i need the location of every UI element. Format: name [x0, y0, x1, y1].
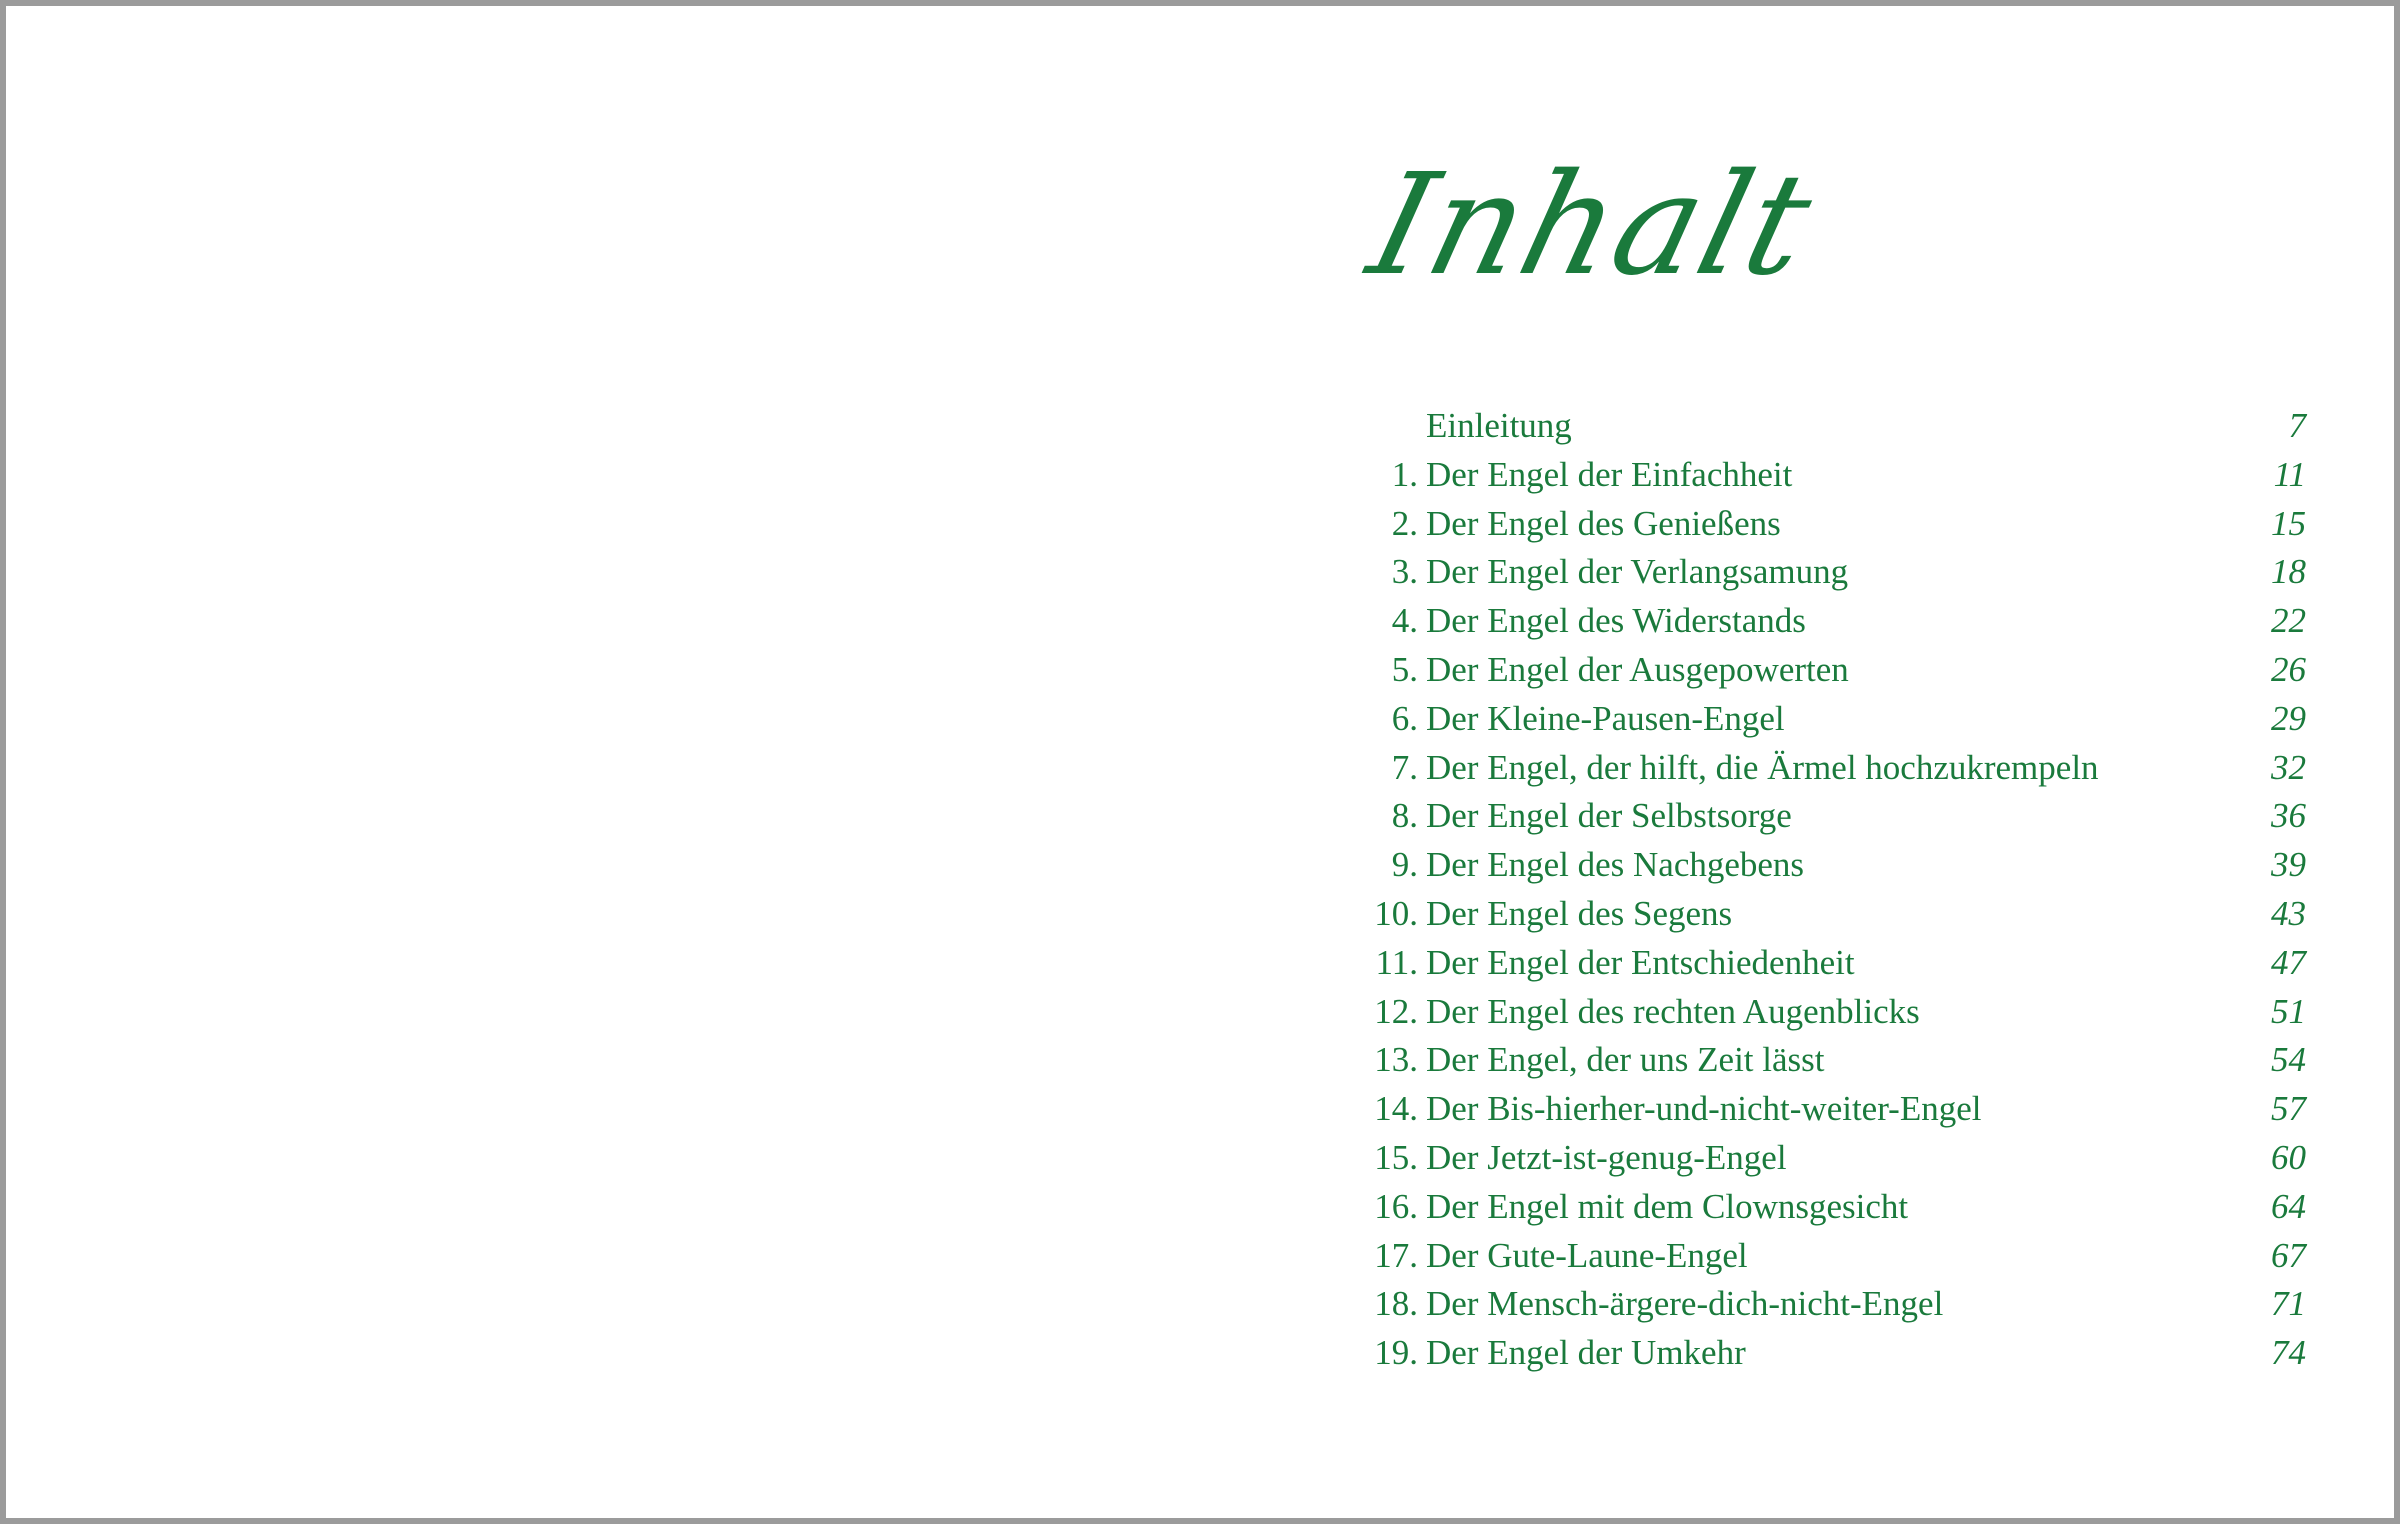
toc-entry-page: 26 [2271, 649, 2306, 689]
toc-entry-label: Der Engel der Einfachheit [1426, 454, 1793, 494]
toc-entry-page: 43 [2271, 893, 2306, 933]
toc-entry [1356, 402, 2306, 451]
toc-entry [1356, 451, 2306, 500]
toc-entry [1356, 548, 2306, 597]
toc-entry [1356, 744, 2306, 793]
toc-entry-number: 2. [1391, 503, 1418, 543]
toc-entry-label: Der Engel, der hilft, die Ärmel hochzukrempeln [1426, 747, 2099, 787]
toc-entry-page: 47 [2271, 942, 2306, 982]
toc-entry-page: 51 [2271, 991, 2306, 1031]
toc-entry-page: 74 [2271, 1333, 2306, 1373]
toc-entry [1356, 792, 2306, 841]
toc-entry-label: Der Engel des Nachgebens [1426, 845, 1805, 885]
toc-entry [1356, 1232, 2306, 1281]
toc-entry [1356, 988, 2306, 1037]
toc-entry-number: 16. [1374, 1186, 1418, 1226]
toc-entry-label: Der Engel, der uns Zeit lässt [1426, 1040, 1825, 1080]
toc-entry [1356, 1036, 2306, 1085]
toc-entry-label: Der Engel der Entschiedenheit [1426, 942, 1855, 982]
toc-entry-page: 32 [2271, 747, 2306, 787]
toc-entry-label: Der Engel der Umkehr [1426, 1333, 1746, 1373]
toc-entry-page: 39 [2271, 845, 2306, 885]
toc-entry-label: Der Engel des Widerstands [1426, 601, 1806, 641]
toc-entry [1356, 890, 2306, 939]
toc-entry-number: 4. [1391, 601, 1418, 641]
toc-entry [1356, 1280, 2306, 1329]
toc-entry [1356, 1085, 2306, 1134]
toc-entry-label: Der Mensch-ärgere-dich-nicht-Engel [1426, 1284, 1944, 1324]
toc-entry-label: Der Jetzt-ist-genug-Engel [1426, 1137, 1787, 1177]
toc-entry [1356, 939, 2306, 988]
toc-entry [1356, 695, 2306, 744]
toc-entry [1356, 841, 2306, 890]
toc-entry-number: 19. [1374, 1333, 1418, 1373]
toc-entry-page: 18 [2271, 552, 2306, 592]
toc-entry-number: 17. [1374, 1235, 1418, 1275]
toc-entry-number: 7. [1391, 747, 1418, 787]
toc-entry [1356, 597, 2306, 646]
toc-entry-label: Der Kleine-Pausen-Engel [1426, 698, 1785, 738]
toc-entry [1356, 500, 2306, 549]
toc-entry-page: 29 [2271, 698, 2306, 738]
toc-entry-number: 11. [1375, 942, 1418, 982]
toc-entry-page: 64 [2271, 1186, 2306, 1226]
toc-entry-page: 15 [2271, 503, 2306, 543]
toc-entry-label: Der Engel des Segens [1426, 893, 1733, 933]
toc-entry-number: 5. [1391, 649, 1418, 689]
toc-entry-number: 6. [1391, 698, 1418, 738]
toc-entry [1356, 1329, 2306, 1378]
toc-entry-label: Der Engel der Verlangsamung [1426, 552, 1849, 592]
toc-entry-page: 54 [2271, 1040, 2306, 1080]
toc-entry-number: 15. [1374, 1137, 1418, 1177]
toc-title: Inhalt [1355, 144, 1829, 307]
toc-entry-number: 14. [1374, 1089, 1418, 1129]
toc-entry-label: Der Engel der Selbstsorge [1426, 796, 1792, 836]
table-of-contents [1356, 402, 2306, 1378]
toc-entry-label: Der Engel der Ausgepowerten [1426, 649, 1849, 689]
toc-entry-number: 1. [1391, 454, 1418, 494]
toc-entry-number: 3. [1391, 552, 1418, 592]
toc-entry-page: 22 [2271, 601, 2306, 641]
toc-entry-number: 8. [1391, 796, 1418, 836]
toc-entry-label: Einleitung [1426, 406, 1572, 445]
toc-entry-page: 67 [2271, 1235, 2306, 1275]
toc-entry-number: 18. [1374, 1284, 1418, 1324]
toc-entry-label: Der Engel mit dem Clownsgesicht [1426, 1186, 1909, 1226]
toc-entry-page: 11 [2273, 454, 2306, 494]
toc-entry-page: 57 [2271, 1089, 2306, 1129]
toc-entry-number: 12. [1374, 991, 1418, 1031]
toc-entry-page: 71 [2271, 1284, 2306, 1324]
toc-entry-number: 10. [1374, 893, 1418, 933]
toc-entry [1356, 646, 2306, 695]
toc-entry-number: 13. [1374, 1040, 1418, 1080]
toc-entry [1356, 1134, 2306, 1183]
toc-entry-label: Der Gute-Laune-Engel [1426, 1235, 1748, 1275]
toc-entry-label: Der Bis-hierher-und-nicht-weiter-Engel [1426, 1089, 1982, 1129]
toc-entry-page: 36 [2271, 796, 2306, 836]
toc-entry-page: 7 [2288, 406, 2306, 445]
toc-entry [1356, 1183, 2306, 1232]
toc-entry-label: Der Engel des rechten Augenblicks [1426, 991, 1920, 1031]
toc-entry-number: 9. [1391, 845, 1418, 885]
toc-entry-page: 60 [2271, 1137, 2306, 1177]
toc-entry-label: Der Engel des Genießens [1426, 503, 1781, 543]
